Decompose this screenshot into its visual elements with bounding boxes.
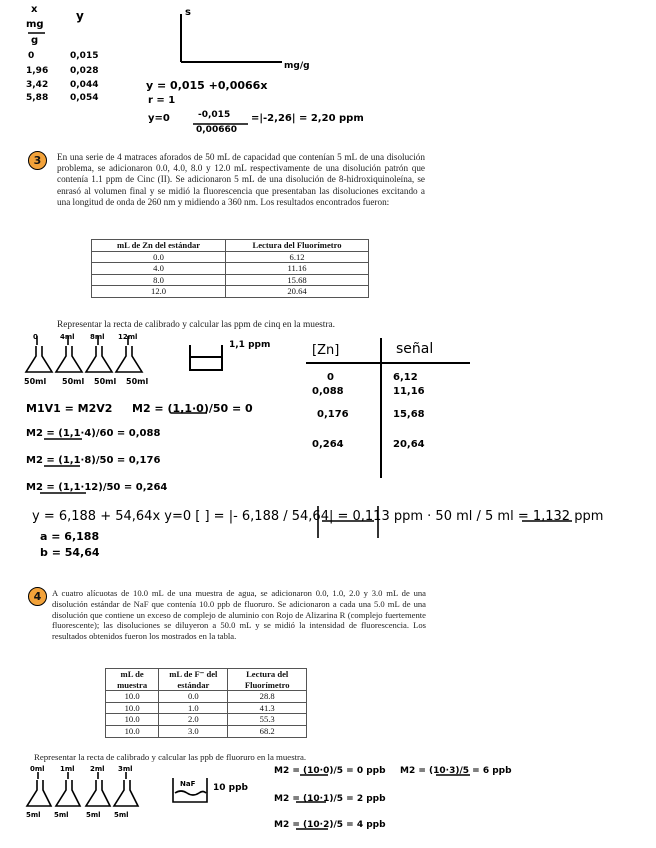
sketch-axis-x: mg/g [284, 61, 310, 71]
flask-top-label: 8ml [90, 333, 105, 341]
flask-bottom-label: 5ml [114, 811, 129, 819]
result-value: =|-2,26| = 2,20 ppm [251, 113, 364, 124]
problem-4-text: A cuatro alícuotas de 10.0 mL de una muestra de agua, se adicionaron 0.0, 1.0, 2.0 y 3.0 mL de una disolución estándar de NaF que contenía 10.0 ppb de fluoruro. Se adicionaron a cada una 5.0 mL de una disolución que contiene un exceso de complejo de aluminio con Rojo de Alizarina R (complejo fuertemente fluorescente); las disoluciones se diluyeron a 50.0 mL y se midió la intensidad de fluorescencia. Los resultados obtenidos fueron los mostrados en la tabla. [52, 588, 426, 642]
flask-bottom-label: 5ml [86, 811, 101, 819]
flasks-p4 [27, 772, 138, 806]
calc-line: M2 = (10·3)/5 = 6 ppb [400, 766, 512, 776]
top-row-y: 0,028 [70, 66, 99, 76]
table-cell: 10.0 [106, 691, 159, 703]
flask-top-label: 1ml [60, 765, 75, 773]
top-row-y: 0,054 [70, 93, 99, 103]
y-zero: y=0 [148, 113, 170, 124]
beaker-label: 1,1 ppm [229, 340, 271, 350]
calc-line: M2 = (10·2)/5 = 4 ppb [274, 820, 386, 830]
coef-b: b = 54,64 [40, 546, 100, 559]
table-row [106, 725, 307, 737]
table-row [106, 691, 307, 703]
table-row [92, 286, 369, 298]
sketch-axis-y: s [185, 7, 191, 18]
flask-top-label: 12ml [118, 333, 138, 341]
hand-table-header: señal [396, 341, 434, 357]
problem-4-instruction: Representar la recta de calibrado y calcular las ppb de fluoruro en la muestra. [34, 752, 307, 762]
col-x-label: x [31, 4, 38, 15]
flask-top-label: 0ml [30, 765, 45, 773]
flask-top-label: 3ml [118, 765, 133, 773]
table-cell: 1.0 [159, 702, 228, 714]
table-cell: 11.16 [226, 263, 369, 275]
table-cell: 12.0 [92, 286, 226, 298]
flask-top-label: 2ml [90, 765, 105, 773]
hand-table-lines-p3 [306, 338, 470, 478]
table-cell: 10.0 [106, 725, 159, 737]
table-header: mL de Zn del estándar [92, 240, 226, 252]
hand-table-cell: 20,64 [393, 439, 425, 450]
table-cell: 10.0 [106, 714, 159, 726]
flask-top-label: 4ml [60, 333, 75, 341]
calc-line: M2 = (10·0)/5 = 0 ppb [274, 766, 386, 776]
table-header: mL de F⁻ del estándar [159, 669, 228, 691]
problem-3-table [91, 239, 369, 298]
top-row-x: 5,88 [26, 93, 49, 103]
regression-equation: y = 0,015 +0,0066x [146, 79, 268, 92]
regression-r: r = 1 [148, 95, 176, 106]
top-row-x: 1,96 [26, 66, 49, 76]
table-header: Lectura del Fluorímetro [226, 240, 369, 252]
table-cell: 8.0 [92, 274, 226, 286]
problem-number-badge: 4 [28, 587, 47, 606]
problem-3-instruction: Representar la recta de calibrado y calcular las ppm de cinq en la muestra. [57, 320, 335, 330]
flask-bottom-label: 50ml [24, 377, 47, 386]
problem-3-text: En una serie de 4 matraces aforados de 50 mL de capacidad que contenían 5 mL de una disolución problema, se adicionaron 0.0, 4.0, 8.0 y 12.0 mL respectivamente de una disolución patrón que contenía 1.1 ppm de Cinc (II). Se adicionaron 5 mL de una disolución de 8-hidroxiquinoleína, se enrasó al volumen final y se midió la fluorescencia que presentaban las disoluciones excitando a una longitud de onda de 260 nm y midiendo a 360 nm. Los resultados encontrados fueron: [57, 152, 425, 207]
table-cell: 20.64 [226, 286, 369, 298]
table-cell: 2.0 [159, 714, 228, 726]
hand-table-cell: 6,12 [393, 372, 418, 383]
hand-table-cell: 0,088 [312, 386, 344, 397]
table-header: mL de muestra [106, 669, 159, 691]
table-row [92, 263, 369, 275]
table-cell: 4.0 [92, 263, 226, 275]
final-result-line: y = 6,188 + 54,64x y=0 [ ] = |- 6,188 / 54,64| = 0,113 ppm · 50 ml / 5 ml = 1,132 ppm [32, 509, 604, 524]
calc-line: M1V1 = M2V2 [26, 402, 113, 415]
flask-bottom-label: 50ml [126, 377, 149, 386]
problem-number-badge: 3 [28, 151, 47, 170]
col-y-label: y [76, 9, 84, 23]
table-row [92, 251, 369, 263]
hand-table-header: [Zn] [312, 343, 340, 358]
flask-bottom-label: 50ml [62, 377, 85, 386]
table-cell: 68.2 [228, 725, 307, 737]
table-cell: 15.68 [226, 274, 369, 286]
sketch-axes [181, 14, 282, 62]
table-cell: 28.8 [228, 691, 307, 703]
flasks-p3 [26, 333, 142, 372]
calc-line: M2 = (1,1·12)/50 = 0,264 [26, 482, 168, 493]
table-cell: 41.3 [228, 702, 307, 714]
result-denominator: 0,00660 [196, 125, 237, 135]
table-row [92, 274, 369, 286]
hand-table-cell: 0,176 [317, 409, 349, 420]
top-row-y: 0,044 [70, 80, 99, 90]
beaker-conc: 10 ppb [213, 783, 248, 793]
table-cell: 55.3 [228, 714, 307, 726]
hand-table-cell: 0,264 [312, 439, 344, 450]
hand-table-cell: 0 [327, 372, 334, 383]
beaker-label: NaF [180, 780, 196, 788]
flask-bottom-label: 5ml [26, 811, 41, 819]
hand-table-cell: 15,68 [393, 409, 425, 420]
flask-top-label: 0 [33, 333, 38, 341]
hand-table-cell: 11,16 [393, 386, 425, 397]
calc-line: M2 = (1,1·0)/50 = 0 [132, 402, 253, 415]
table-row [106, 702, 307, 714]
beaker-p3 [190, 345, 222, 370]
calc-line: M2 = (10·1)/5 = 2 ppb [274, 794, 386, 804]
col-x-unit: mg [26, 19, 44, 30]
table-cell: 6.12 [226, 251, 369, 263]
flask-bottom-label: 5ml [54, 811, 69, 819]
col-x-unit-den: g [31, 35, 39, 46]
table-cell: 3.0 [159, 725, 228, 737]
top-row-x: 3,42 [26, 80, 49, 90]
flask-bottom-label: 50ml [94, 377, 117, 386]
calc-line: M2 = (1,1·8)/50 = 0,176 [26, 455, 161, 466]
table-cell: 0.0 [92, 251, 226, 263]
table-row [106, 714, 307, 726]
table-header: Lectura del Fluorímetro [228, 669, 307, 691]
coef-a: a = 6,188 [40, 530, 100, 543]
result-numerator: -0,015 [198, 110, 231, 120]
table-cell: 0.0 [159, 691, 228, 703]
table-cell: 10.0 [106, 702, 159, 714]
top-row-x: 0 [28, 51, 35, 61]
calc-line: M2 = (1,1·4)/60 = 0,088 [26, 428, 161, 439]
top-row-y: 0,015 [70, 51, 99, 61]
problem-4-table [105, 668, 307, 738]
